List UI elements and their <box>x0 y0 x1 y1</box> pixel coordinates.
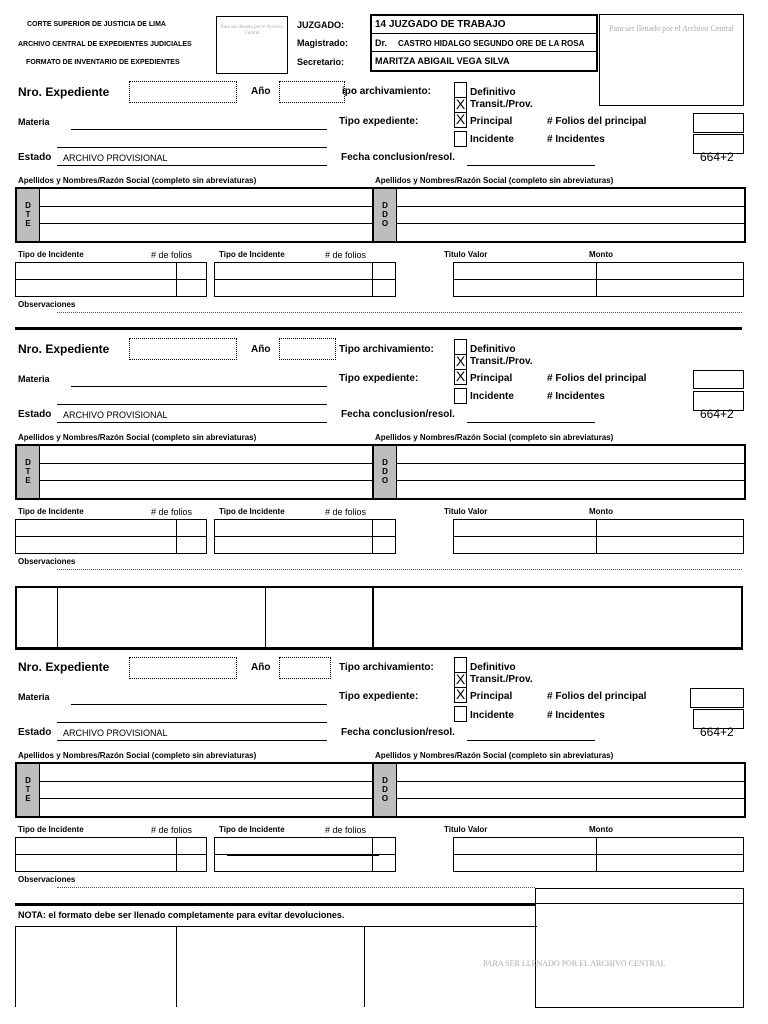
observaciones-label: Observaciones <box>18 300 76 309</box>
nro-expediente-label: Nro. Expediente <box>18 85 110 99</box>
anio-input[interactable] <box>279 81 345 103</box>
transit-label: Transit./Prov. <box>470 674 533 685</box>
incident-table-1[interactable] <box>15 837 207 872</box>
observaciones-line[interactable] <box>57 887 535 888</box>
juzgado-value[interactable]: 14 JUZGADO DE TRABAJO <box>375 19 506 30</box>
incident-table-1[interactable] <box>15 262 207 297</box>
fecha-conclusion-line[interactable] <box>467 422 595 423</box>
principal-label: Principal <box>470 116 513 127</box>
materia-label: Materia <box>18 117 50 127</box>
org-department: ARCHIVO CENTRAL DE EXPEDIENTES JUDICIALES <box>18 41 192 48</box>
stamp-box[interactable] <box>216 16 288 74</box>
estado-value[interactable]: ARCHIVO PROVISIONAL <box>63 410 168 420</box>
ddo-label: D D O <box>381 201 389 228</box>
transit-label: Transit./Prov. <box>470 99 533 110</box>
folios-principal-label: # Folios del principal <box>547 691 647 702</box>
num-folios-label-2: # de folios <box>325 507 367 517</box>
apellidos-ddo-label: Apellidos y Nombres/Razón Social (completo sin abreviaturas) <box>375 176 614 185</box>
parties-table <box>15 762 746 818</box>
tipo-incidente-label-2: Tipo de Incidente <box>219 507 285 516</box>
anio-label: Año <box>251 344 271 355</box>
estado-line <box>57 740 327 741</box>
estado-line <box>57 165 327 166</box>
magistrado-prefix: Dr. <box>375 38 388 48</box>
tipo-incidente-label-2: Tipo de Incidente <box>219 825 285 834</box>
dte-label: D T E <box>25 458 31 485</box>
materia-line[interactable] <box>71 386 327 387</box>
incident-table-1[interactable] <box>15 519 207 554</box>
principal-label: Principal <box>470 691 513 702</box>
archive-stamp-box[interactable] <box>599 14 744 106</box>
check-mark: X <box>455 671 466 687</box>
num-folios-label: # de folios <box>151 250 193 260</box>
tipo-incidente-label: Tipo de Incidente <box>18 250 84 259</box>
observaciones-label: Observaciones <box>18 875 76 884</box>
materia-line-2[interactable] <box>57 722 327 723</box>
apellidos-dte-label: Apellidos y Nombres/Razón Social (completo sin abreviaturas) <box>18 751 257 760</box>
juzgado-label: JUZGADO: <box>297 20 344 30</box>
archive-fill-text: PARA SER LLENADO POR EL ARCHIVO CENTRAL <box>483 959 666 968</box>
stamp-box-text: Para ser llenado por el Archivo Central <box>220 25 284 36</box>
apellidos-dte-label: Apellidos y Nombres/Razón Social (completo sin abreviaturas) <box>18 176 257 185</box>
form-title: FORMATO DE INVENTARIO DE EXPEDIENTES <box>26 59 180 66</box>
transit-label: Transit./Prov. <box>470 356 533 367</box>
incident-table-2[interactable] <box>214 519 396 554</box>
folios-principal-label: # Folios del principal <box>547 116 647 127</box>
nota-text: NOTA: el formato debe ser llenado completamente para evitar devoluciones. <box>18 910 345 920</box>
titulo-valor-label: Titulo Valor <box>444 250 488 259</box>
observaciones-line[interactable] <box>57 312 742 313</box>
nro-expediente-input[interactable] <box>129 657 237 679</box>
incidente-label: Incidente <box>470 710 514 721</box>
materia-line[interactable] <box>71 704 327 705</box>
incident-table-2[interactable] <box>214 837 396 872</box>
nro-expediente-label: Nro. Expediente <box>18 342 110 356</box>
nro-expediente-input[interactable] <box>129 338 237 360</box>
magistrado-value[interactable]: CASTRO HIDALGO SEGUNDO ORE DE LA ROSA <box>398 39 585 48</box>
estado-label: Estado <box>18 409 52 420</box>
tipo-expediente-label: Tipo expediente: <box>339 116 419 127</box>
principal-checkbox[interactable] <box>454 369 467 385</box>
ddo-label: D D O <box>381 776 389 803</box>
anio-label: Año <box>251 86 271 97</box>
monto-label: Monto <box>589 250 613 259</box>
definitivo-label: Definitivo <box>470 87 516 98</box>
num-folios-label-2: # de folios <box>325 825 367 835</box>
check-mark: X <box>455 96 466 112</box>
check-mark: X <box>455 686 466 702</box>
check-mark: X <box>455 353 466 369</box>
principal-label: Principal <box>470 373 513 384</box>
parties-table <box>15 444 746 500</box>
nro-expediente-input[interactable] <box>129 81 237 103</box>
titulo-valor-label: Titulo Valor <box>444 825 488 834</box>
observaciones-line[interactable] <box>57 569 742 570</box>
estado-value[interactable]: ARCHIVO PROVISIONAL <box>63 728 168 738</box>
fecha-conclusion-label: Fecha conclusion/resol. <box>341 152 455 163</box>
footer-divider <box>15 903 536 906</box>
magistrado-label: Magistrado: <box>297 38 349 48</box>
folios-principal-input[interactable] <box>690 688 744 708</box>
secretario-value[interactable]: MARITZA ABIGAIL VEGA SILVA <box>375 56 510 66</box>
ddo-label: D D O <box>381 458 389 485</box>
check-mark: X <box>455 368 466 384</box>
incidente-checkbox[interactable] <box>454 388 467 404</box>
observaciones-label: Observaciones <box>18 557 76 566</box>
anio-input[interactable] <box>279 338 336 360</box>
tipo-expediente-label: Tipo expediente: <box>339 691 419 702</box>
incidentes-label: # Incidentes <box>547 391 605 402</box>
materia-label: Materia <box>18 692 50 702</box>
check-mark: X <box>455 111 466 127</box>
fecha-conclusion-line[interactable] <box>467 165 595 166</box>
section-divider <box>15 327 742 330</box>
folios-principal-input[interactable] <box>693 370 744 389</box>
estado-label: Estado <box>18 727 52 738</box>
incidente-checkbox[interactable] <box>454 131 467 147</box>
secretario-label: Secretario: <box>297 57 345 67</box>
nro-expediente-label: Nro. Expediente <box>18 660 110 674</box>
apellidos-dte-label: Apellidos y Nombres/Razón Social (completo sin abreviaturas) <box>18 433 257 442</box>
estado-value[interactable]: ARCHIVO PROVISIONAL <box>63 153 168 163</box>
dte-label: D T E <box>25 776 31 803</box>
apellidos-ddo-label: Apellidos y Nombres/Razón Social (completo sin abreviaturas) <box>375 433 614 442</box>
titulo-valor-table[interactable] <box>453 262 744 297</box>
estado-label: Estado <box>18 152 52 163</box>
num-folios-label-2: # de folios <box>325 250 367 260</box>
fecha-conclusion-line[interactable] <box>467 740 595 741</box>
court-info-box <box>370 14 598 72</box>
incidente-label: Incidente <box>470 391 514 402</box>
incident-table-2[interactable] <box>214 262 396 297</box>
definitivo-label: Definitivo <box>470 662 516 673</box>
middle-summary-box[interactable] <box>15 586 743 650</box>
archive-fill-box[interactable] <box>483 888 744 1008</box>
incidentes-label: # Incidentes <box>547 134 605 145</box>
titulo-valor-table[interactable] <box>453 837 744 872</box>
materia-line-2[interactable] <box>57 404 327 405</box>
principal-checkbox[interactable] <box>454 112 467 128</box>
num-folios-label: # de folios <box>151 507 193 517</box>
parties-table <box>15 187 746 243</box>
archive-stamp-text: Para ser llenado por el Archivo Central <box>609 24 734 33</box>
materia-label: Materia <box>18 374 50 384</box>
principal-checkbox[interactable] <box>454 687 467 703</box>
definitivo-label: Definitivo <box>470 344 516 355</box>
tipo-incidente-label: Tipo de Incidente <box>18 825 84 834</box>
signature-table[interactable] <box>15 926 537 1007</box>
folios-principal-input[interactable] <box>693 113 744 133</box>
titulo-valor-label: Titulo Valor <box>444 507 488 516</box>
org-name: CORTE SUPERIOR DE JUSTICIA DE LIMA <box>27 21 166 28</box>
incidentes-label: # Incidentes <box>547 710 605 721</box>
materia-line-2[interactable] <box>57 147 327 148</box>
dte-label: D T E <box>25 201 31 228</box>
tipo-archivamiento-label: ipo archivamiento: <box>342 86 431 97</box>
tipo-incidente-label-2: Tipo de Incidente <box>219 250 285 259</box>
titulo-valor-table[interactable] <box>453 519 744 554</box>
monto-label: Monto <box>589 825 613 834</box>
tipo-incidente-label: Tipo de Incidente <box>18 507 84 516</box>
tipo-archivamiento-label: Tipo archivamiento: <box>339 662 434 673</box>
monto-label: Monto <box>589 507 613 516</box>
folios-principal-label: # Folios del principal <box>547 373 647 384</box>
incidente-checkbox[interactable] <box>454 706 467 722</box>
apellidos-ddo-label: Apellidos y Nombres/Razón Social (completo sin abreviaturas) <box>375 751 614 760</box>
fecha-conclusion-label: Fecha conclusion/resol. <box>341 409 455 420</box>
incidentes-value: 664+2 <box>700 407 734 421</box>
estado-line <box>57 422 327 423</box>
tipo-archivamiento-label: Tipo archivamiento: <box>339 344 434 355</box>
incidente-label: Incidente <box>470 134 514 145</box>
fecha-conclusion-label: Fecha conclusion/resol. <box>341 727 455 738</box>
incidentes-value: 664+2 <box>700 725 734 739</box>
tipo-expediente-label: Tipo expediente: <box>339 373 419 384</box>
anio-label: Año <box>251 662 271 673</box>
materia-line[interactable] <box>71 129 327 130</box>
anio-input[interactable] <box>279 657 331 679</box>
num-folios-label: # de folios <box>151 825 193 835</box>
incidentes-value: 664+2 <box>700 150 734 164</box>
